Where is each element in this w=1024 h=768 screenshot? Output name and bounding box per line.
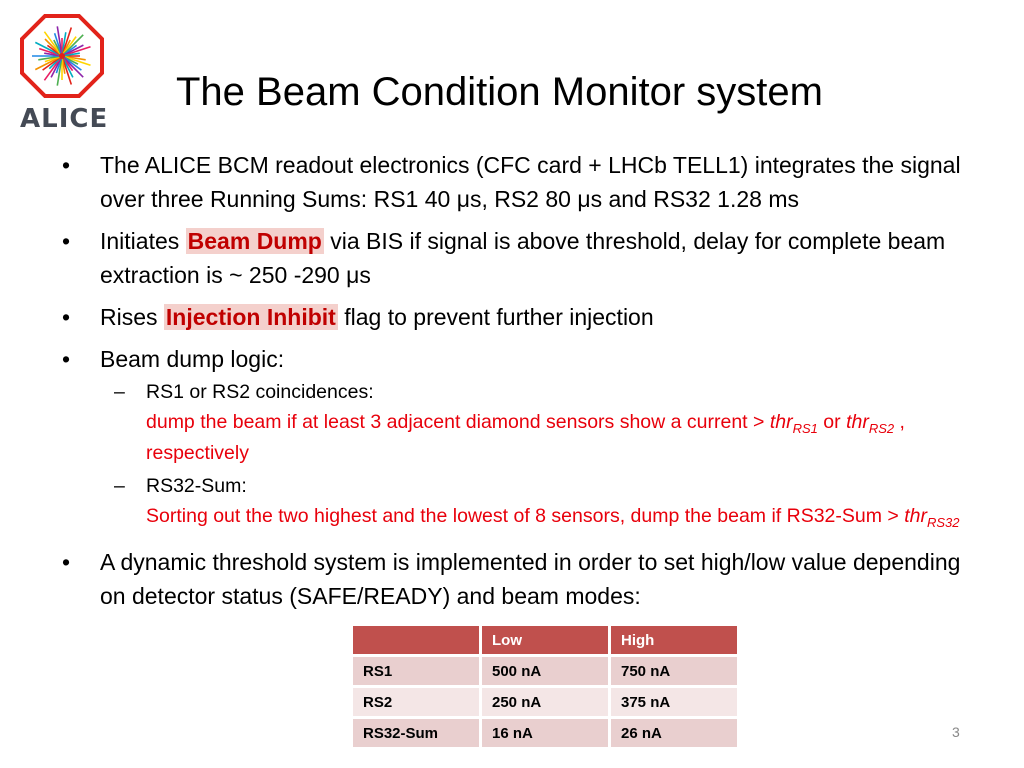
table-cell: RS1 bbox=[353, 657, 479, 685]
sub-bullet-rs32: – RS32-Sum: bbox=[58, 472, 978, 500]
beam-dump-highlight: Beam Dump bbox=[187, 228, 322, 254]
threshold-table bbox=[350, 623, 740, 750]
bullet-dynamic-threshold: • A dynamic threshold system is implemented in order to set high/low value depending on detector status (SAFE/READY) and beam modes: bbox=[58, 545, 978, 613]
bullet-marker: • bbox=[62, 152, 71, 178]
table-cell: 500 nA bbox=[482, 657, 608, 685]
table-header bbox=[353, 626, 479, 654]
table-header-row bbox=[353, 626, 737, 654]
table-row bbox=[353, 719, 737, 747]
bullet-beam-dump: • Initiates Beam Dump via BIS if signal is above threshold, delay for complete beam extraction is ~ 250 -290 μs bbox=[58, 224, 978, 292]
table-header: Low bbox=[482, 626, 608, 654]
bullet-marker: • bbox=[62, 304, 71, 330]
rs32-condition: Sorting out the two highest and the lowest of 8 sensors, dump the beam if RS32-Sum > thr$_{RS32}$ bbox=[146, 504, 960, 530]
table-cell: 250 nA bbox=[482, 688, 608, 716]
bullet-readout: • The ALICE BCM readout electronics (CFC card + LHCb TELL1) integrates the signal over three Running Sums: RS1 40 μs, RS2 80 μs and RS32 1.28 ms bbox=[58, 148, 978, 216]
table-cell: 16 nA bbox=[482, 719, 608, 747]
alice-logo-icon bbox=[20, 14, 104, 98]
logo-text: ALICE bbox=[20, 104, 109, 134]
table-row bbox=[353, 688, 737, 716]
table-header: High bbox=[611, 626, 737, 654]
dash-marker: – bbox=[114, 381, 125, 403]
bullet-marker: • bbox=[62, 228, 71, 254]
bullet-injection-inhibit: • Rises Injection Inhibit flag to prevent further injection bbox=[58, 300, 978, 334]
table-cell: 375 nA bbox=[611, 688, 737, 716]
table-cell: 750 nA bbox=[611, 657, 737, 685]
bullet-dump-logic: • Beam dump logic: bbox=[58, 342, 978, 376]
dash-marker: – bbox=[114, 474, 125, 497]
table-cell: RS32-Sum bbox=[353, 719, 479, 747]
page-number: 3 bbox=[952, 724, 960, 740]
sub-bullet-rs1-rs2: – RS1 or RS2 coincidences: bbox=[58, 378, 978, 406]
alice-logo bbox=[14, 14, 110, 134]
table-cell: RS2 bbox=[353, 688, 479, 716]
bullet-marker: • bbox=[62, 346, 71, 372]
table-row bbox=[353, 657, 737, 685]
page-title: The Beam Condition Monitor system bbox=[176, 70, 823, 114]
table-cell: 26 nA bbox=[611, 719, 737, 747]
slide-content bbox=[58, 148, 978, 621]
bullet-marker: • bbox=[62, 548, 71, 575]
rs1-rs2-condition: dump the beam if at least 3 adjacent diamond sensors show a current > thr$_{RS1}$ or thr$_{RS2}$ , respectively bbox=[146, 411, 905, 464]
injection-inhibit-highlight: Injection Inhibit bbox=[165, 304, 336, 330]
